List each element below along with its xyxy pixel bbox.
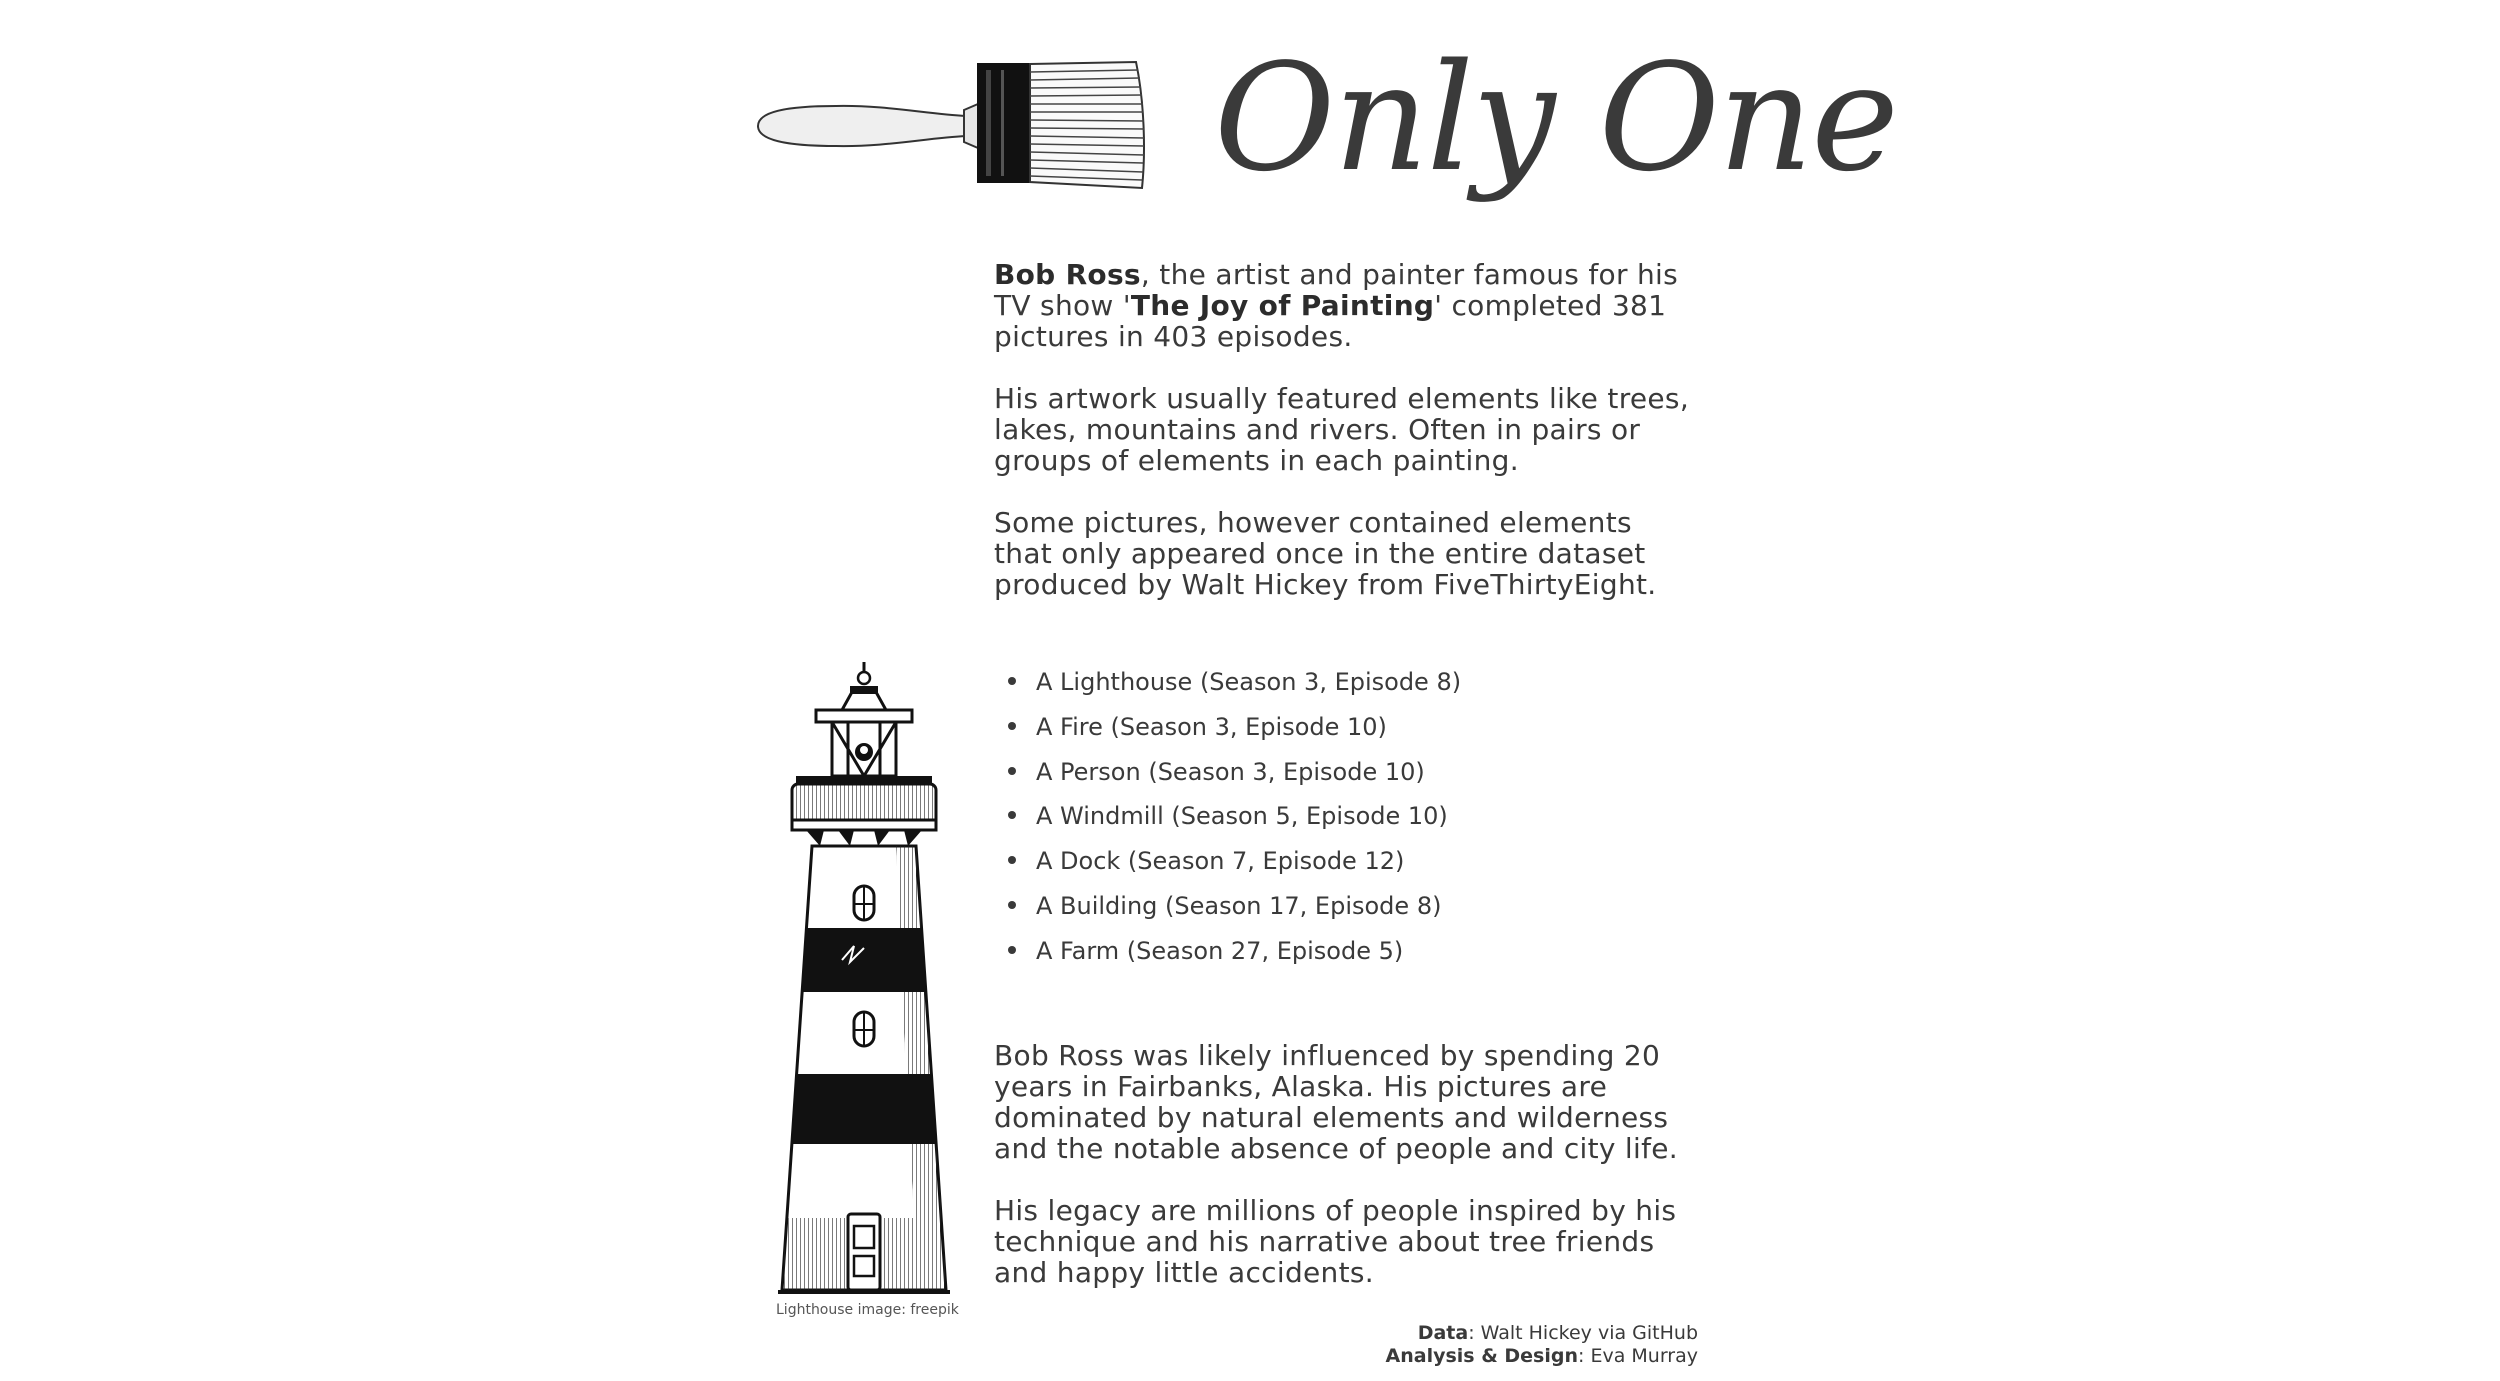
intro-text-b: ' completed 381 pictures in 403 episodes. xyxy=(994,289,1667,353)
intro-text-a: , the artist and painter famous for his TV show ' xyxy=(994,258,1678,322)
legacy-paragraph xyxy=(994,1195,1694,1288)
list-item: A Person (Season 3, Episode 10) xyxy=(1008,750,1461,795)
bullet-icon xyxy=(1008,767,1016,775)
page-title: Only One xyxy=(1214,32,1897,204)
legacy-text: His legacy are millions of people inspired by his technique and his narrative about tree friends and happy little accidents. xyxy=(994,1194,1677,1289)
data-credit: Data: Walt Hickey via GitHub xyxy=(1417,1322,1698,1344)
lighthouse-illustration xyxy=(776,660,952,1296)
influence-text: Bob Ross was likely influenced by spending 20 years in Fairbanks, Alaska. His pictures are dominated by natural elements and wilderness and the notable absence of people and city life. xyxy=(994,1039,1678,1165)
bullet-icon xyxy=(1008,946,1016,954)
unique-elements-list xyxy=(1008,660,1461,974)
source-credits xyxy=(1386,1322,1698,1368)
list-item: A Windmill (Season 5, Episode 10) xyxy=(1008,794,1461,839)
bullet-icon xyxy=(1008,856,1016,864)
bullet-icon xyxy=(1008,811,1016,819)
list-item: A Lighthouse (Season 3, Episode 8) xyxy=(1008,660,1461,705)
paintbrush-icon xyxy=(756,60,1152,192)
unique-text: Some pictures, however contained elements that only appeared once in the entire dataset produced by Walt Hickey from FiveThirtyEight. xyxy=(994,506,1657,601)
artwork-paragraph xyxy=(994,383,1694,476)
design-credit: Analysis & Design: Eva Murray xyxy=(1385,1345,1698,1367)
bullet-icon xyxy=(1008,677,1016,685)
artwork-text: His artwork usually featured elements like trees, lakes, mountains and rivers. Often in pairs or groups of elements in each painting. xyxy=(994,382,1690,477)
image-credit: Lighthouse image: freepik xyxy=(776,1302,959,1318)
bullet-icon xyxy=(1008,901,1016,909)
unique-paragraph xyxy=(994,507,1694,600)
artist-name: Bob Ross xyxy=(994,258,1141,291)
influence-paragraph xyxy=(994,1040,1694,1164)
list-item: A Fire (Season 3, Episode 10) xyxy=(1008,705,1461,750)
list-item: A Building (Season 17, Episode 8) xyxy=(1008,884,1461,929)
bullet-icon xyxy=(1008,722,1016,730)
show-name: The Joy of Painting xyxy=(1130,289,1435,322)
list-item: A Farm (Season 27, Episode 5) xyxy=(1008,929,1461,974)
intro-paragraph xyxy=(994,259,1694,352)
list-item: A Dock (Season 7, Episode 12) xyxy=(1008,839,1461,884)
